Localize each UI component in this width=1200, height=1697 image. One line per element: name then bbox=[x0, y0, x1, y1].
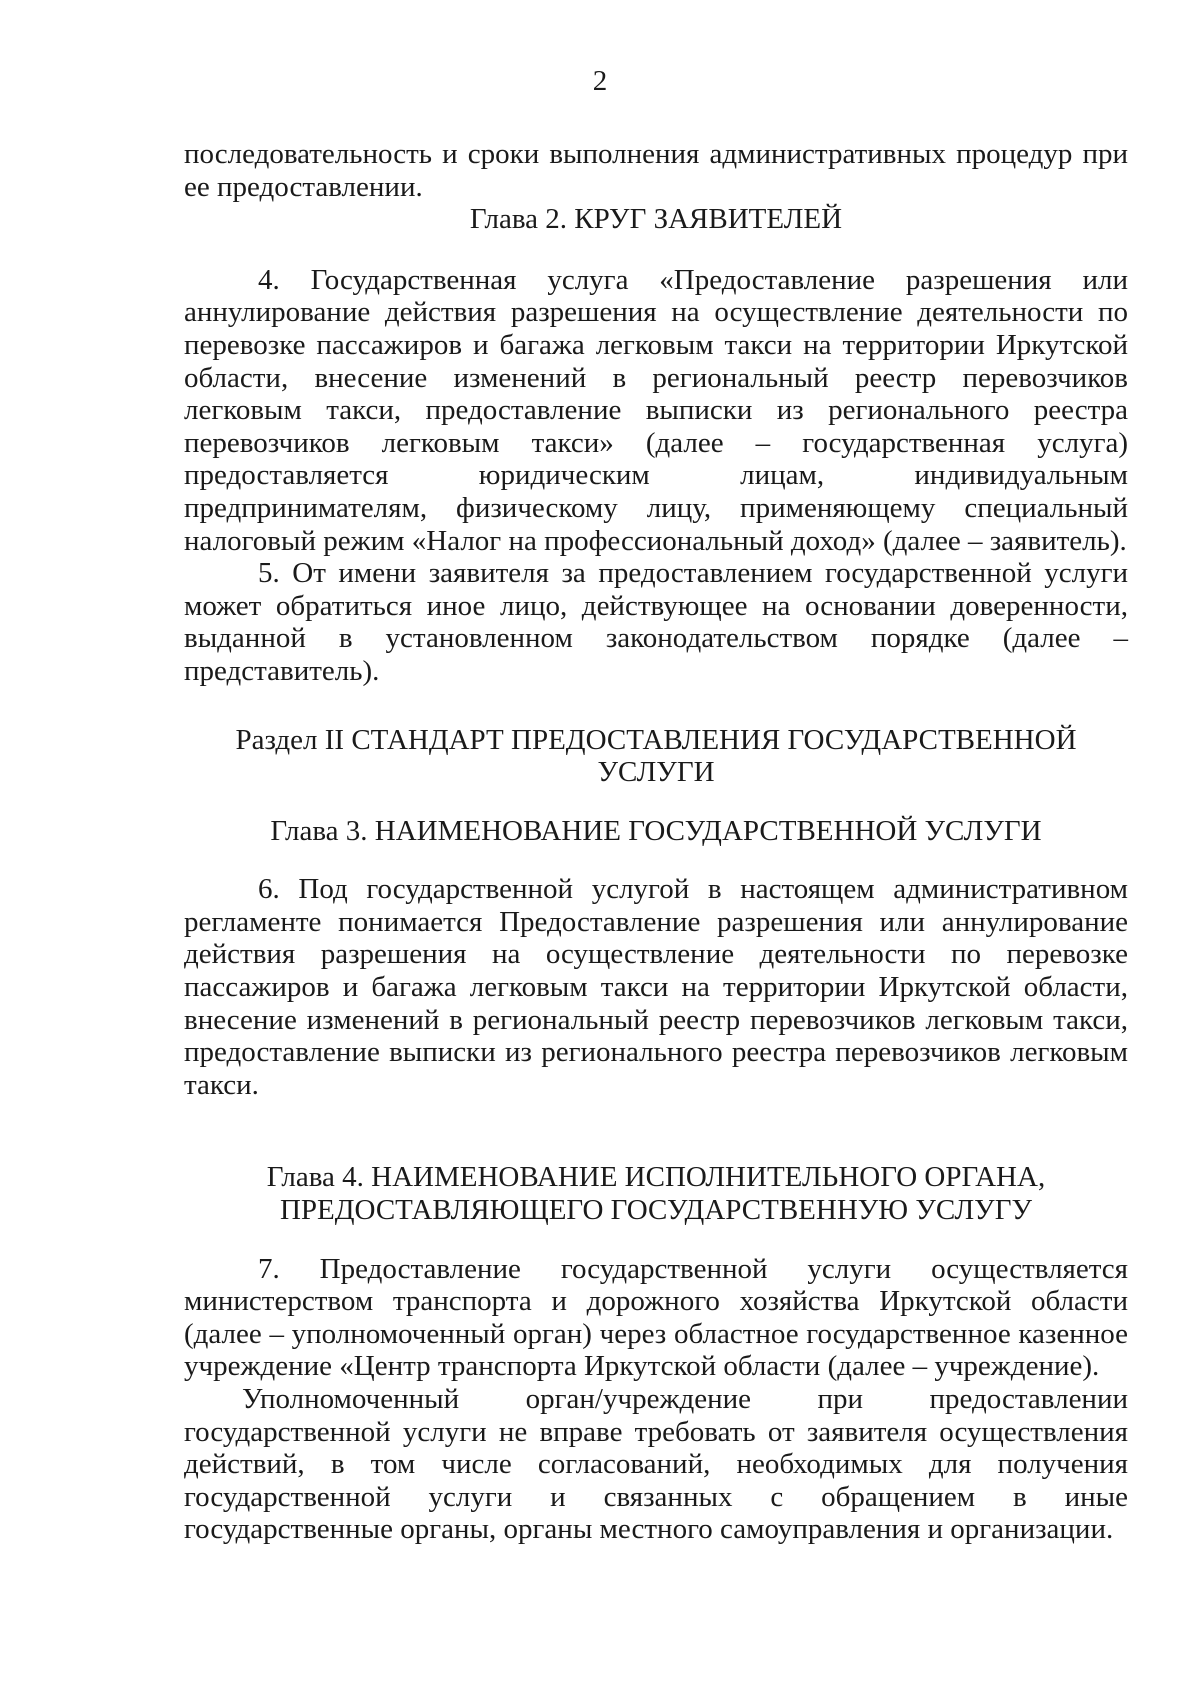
paragraph-5: 5. От имени заявителя за предоставлением государственной услуги может обратиться иное лицо, действующее на основании доверенности, выданной в установленном законодательством порядке (далее – представитель). bbox=[184, 557, 1128, 687]
section-2-heading-line-2: УСЛУГИ bbox=[597, 756, 715, 789]
spacer bbox=[184, 847, 1128, 873]
section-2-heading bbox=[184, 724, 1128, 789]
spacer bbox=[184, 1101, 1128, 1161]
page-number: 2 bbox=[592, 65, 608, 97]
paragraph-4: 4. Государственная услуга «Предоставление разрешения или аннулирование действия разрешения на осуществление деятельности по перевозке пассажиров и багажа легковым такси на территории Иркутской области, внесение изменений в региональный реестр перевозчиков легковым такси, предоставление выписки из регионального реестра перевозчиков легковым такси» (далее – государственная услуга) предоставляется юридическим лицам, индивидуальным предпринимателям, физическому лицу, применяющему специальный налоговый режим «Налог на профессиональный доход» (далее – заявитель). bbox=[184, 263, 1128, 557]
intro-paragraph: последовательность и сроки выполнения административных процедур при ее предоставлении. bbox=[184, 138, 1128, 203]
chapter-4-heading bbox=[184, 1161, 1128, 1226]
chapter-4-heading-line-2: ПРЕДОСТАВЛЯЮЩЕГО ГОСУДАРСТВЕННУЮ УСЛУГУ bbox=[279, 1194, 1033, 1227]
paragraph-7-continued: Уполномоченный орган/учреждение при предоставлении государственной услуги не вправе требовать от заявителя осуществления действий, в том числе согласований, необходимых для получения государственной услуги и связанных с обращением в иные государственные органы, органы местного самоуправления и организации. bbox=[184, 1383, 1128, 1546]
spacer bbox=[184, 236, 1128, 264]
spacer bbox=[184, 1227, 1128, 1253]
section-2-heading-line-1: Раздел II СТАНДАРТ ПРЕДОСТАВЛЕНИЯ ГОСУДАРСТВЕННОЙ bbox=[235, 723, 1077, 756]
document-body bbox=[184, 138, 1128, 1546]
chapter-2-heading: Глава 2. КРУГ ЗАЯВИТЕЛЕЙ bbox=[469, 203, 843, 236]
paragraph-6: 6. Под государственной услугой в настоящем административном регламенте понимается Предоставление разрешения или аннулирование действия разрешения на осуществление деятельности по перевозке пассажиров и багажа легковым такси на территории Иркутской области, внесение изменений в региональный реестр перевозчиков легковым такси, предоставление выписки из регионального реестра перевозчиков легковым такси. bbox=[184, 873, 1128, 1101]
spacer bbox=[184, 688, 1128, 724]
chapter-4-heading-line-1: Глава 4. НАИМЕНОВАНИЕ ИСПОЛНИТЕЛЬНОГО ОРГАНА, bbox=[266, 1161, 1046, 1194]
spacer bbox=[184, 789, 1128, 815]
chapter-3-heading: Глава 3. НАИМЕНОВАНИЕ ГОСУДАРСТВЕННОЙ УСЛУГИ bbox=[270, 814, 1042, 847]
paragraph-7: 7. Предоставление государственной услуги осуществляется министерством транспорта и дорожного хозяйства Иркутской области (далее – уполномоченный орган) через областное государственное казенное учреждение «Центр транспорта Иркутской области (далее – учреждение). bbox=[184, 1252, 1128, 1383]
